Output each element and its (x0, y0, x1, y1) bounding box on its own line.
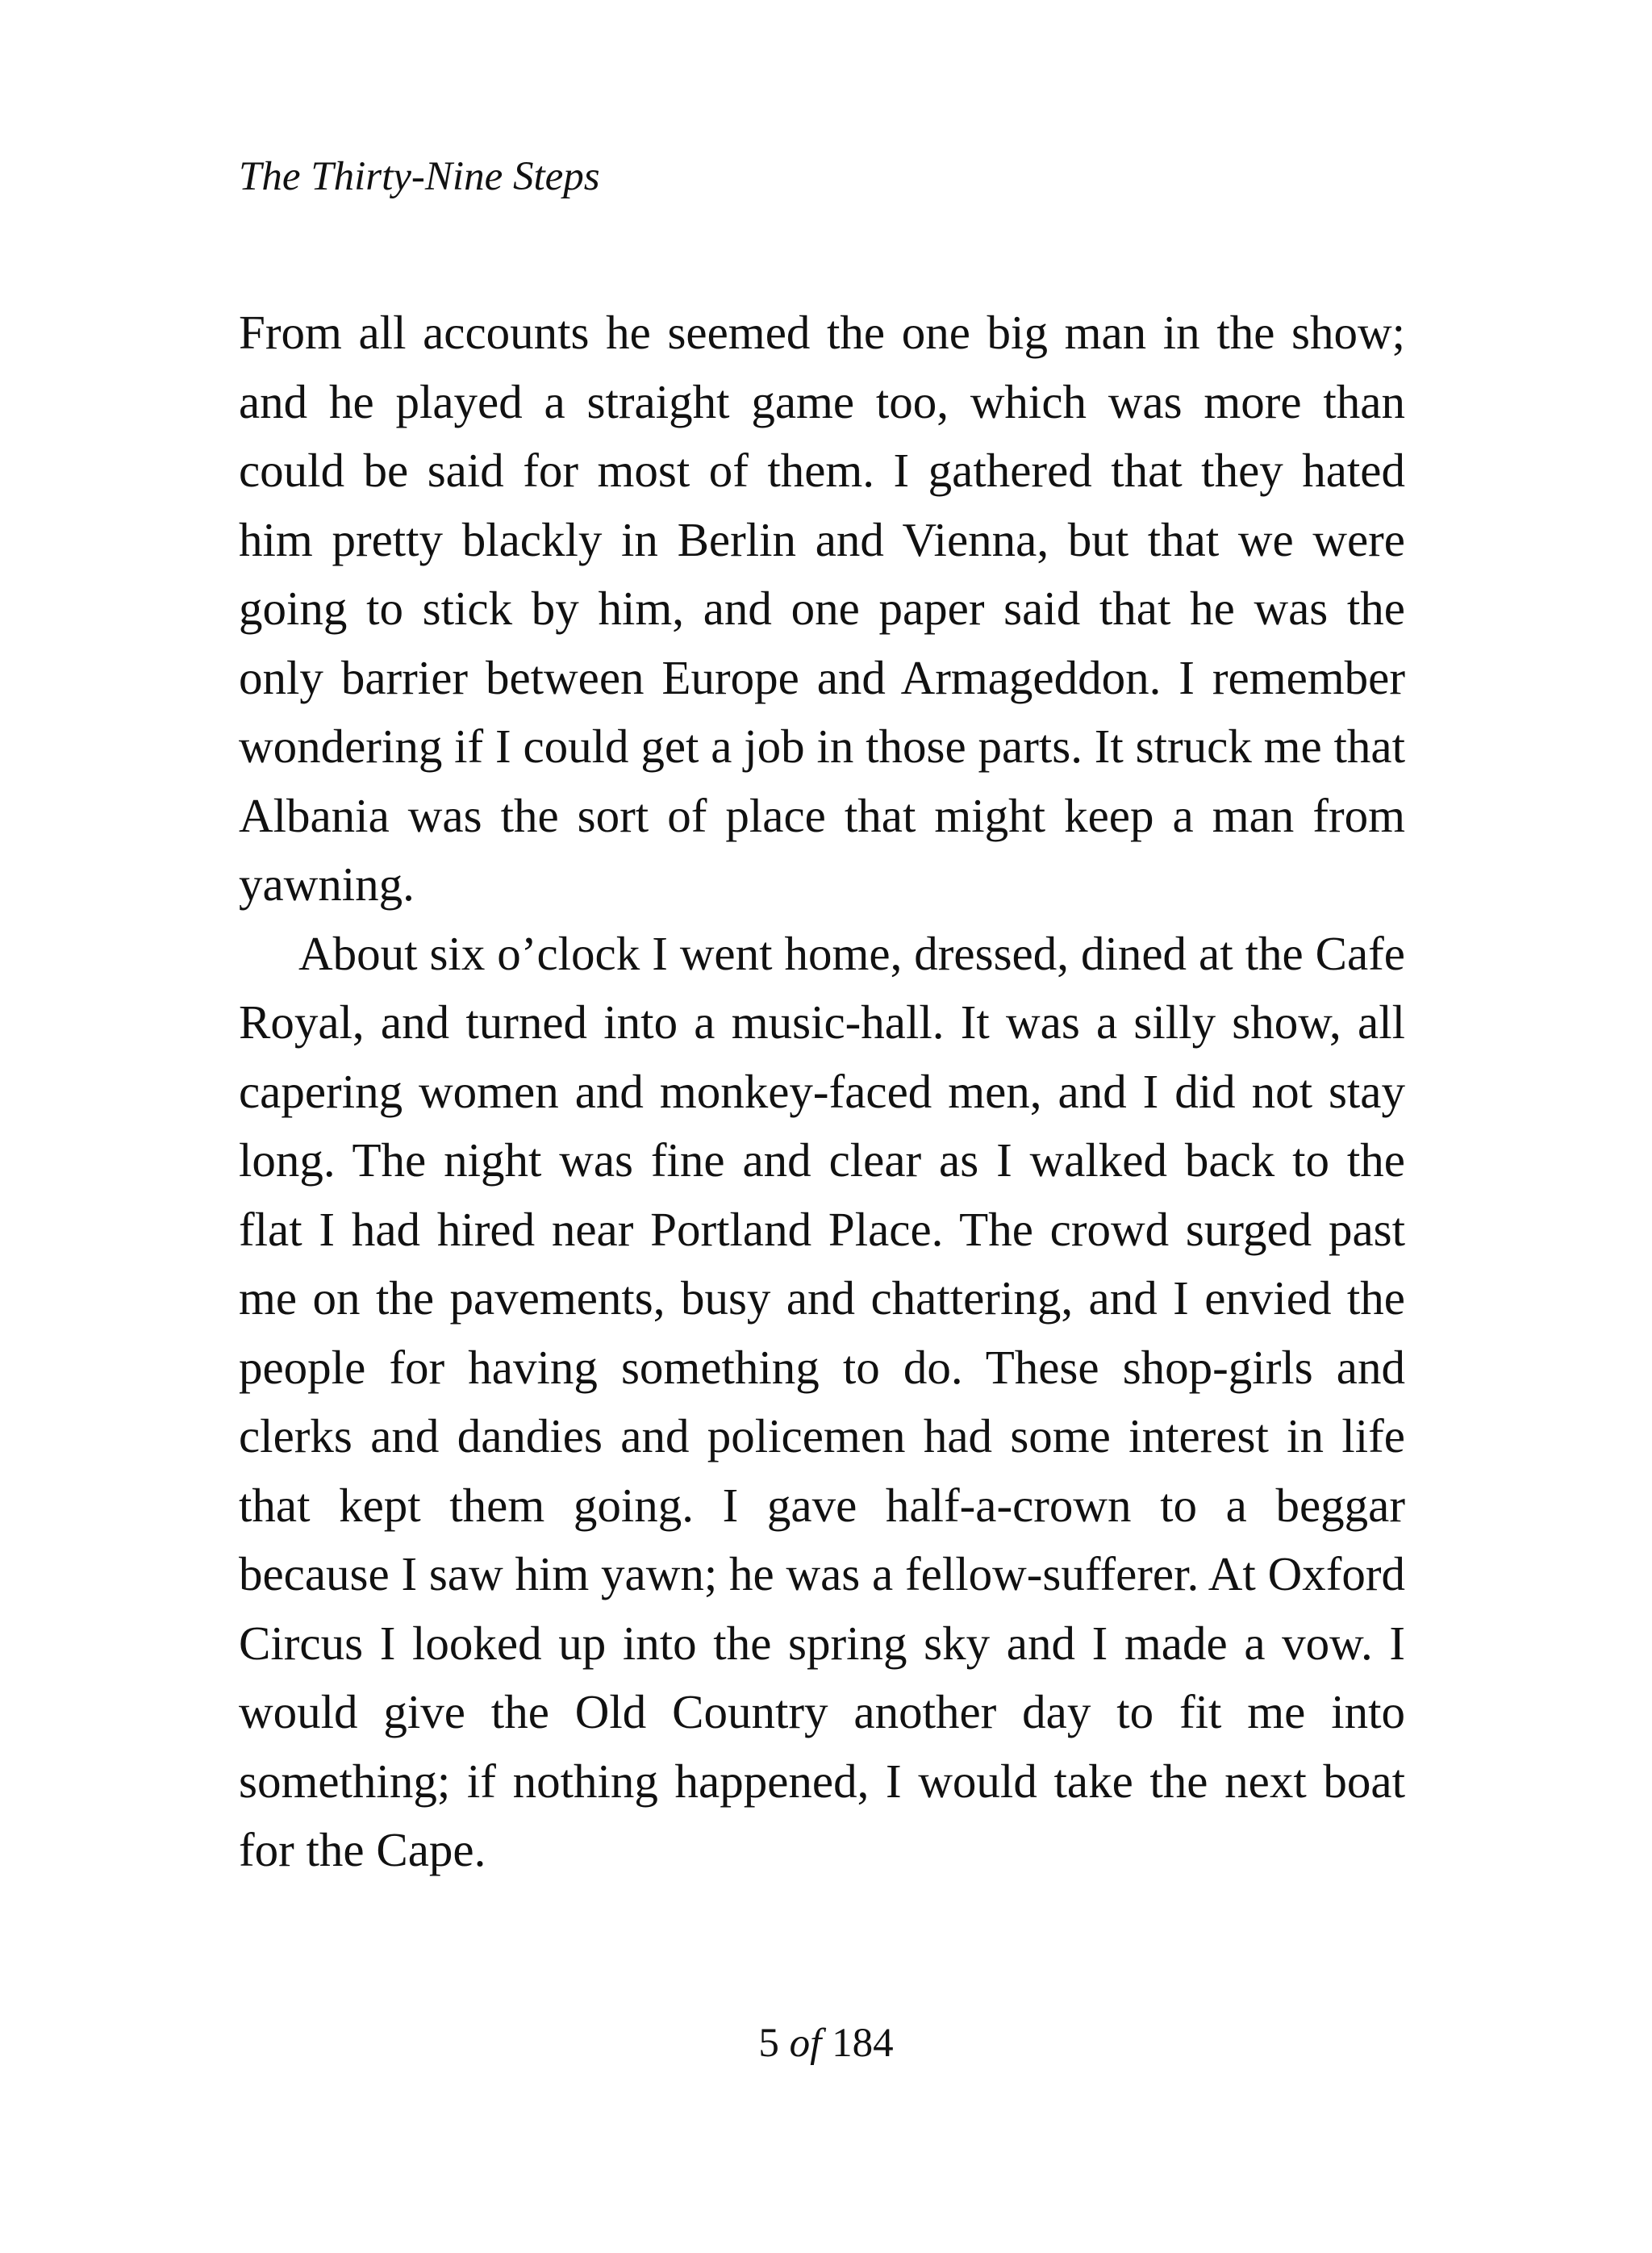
paragraph-1: From all accounts he seemed the one big man in the show; and he played a straight game too, which was more than could be said for most of them. I gathered that they hated him pretty blackly in Berlin and Vienna, but that we were going to stick by him, and one paper said that he was the only barrier between Europe and Armageddon. I remember wondering if I could get a job in those parts. It struck me that Albania was the sort of place that might keep a man from yawning. (239, 306, 1405, 911)
page-number-current: 5 (758, 2021, 779, 2066)
page-number-total: 184 (832, 2021, 894, 2066)
page-number-separator: of (789, 2021, 822, 2066)
running-head-title: The Thirty-Nine Steps (239, 154, 600, 199)
body-text (239, 298, 1405, 1885)
page-number (0, 2017, 1652, 2070)
paragraph-2: About six o’clock I went home, dressed, dined at the Cafe Royal, and turned into a music-hall. It was a silly show, all capering women and monkey-faced men, and I did not stay long. The night was fine and clear as I walked back to the flat I had hired near Portland Place. The crowd surged past me on the pavements, busy and chattering, and I envied the people for having something to do. These shop-girls and clerks and dandies and policemen had some interest in life that kept them going. I gave half-a-crown to a beggar because I saw him yawn; he was a fellow-sufferer. At Oxford Circus I looked up into the spring sky and I made a vow. I would give the Old Country another day to fit me into something; if nothing happened, I would take the next boat for the Cape. (239, 926, 1405, 1876)
